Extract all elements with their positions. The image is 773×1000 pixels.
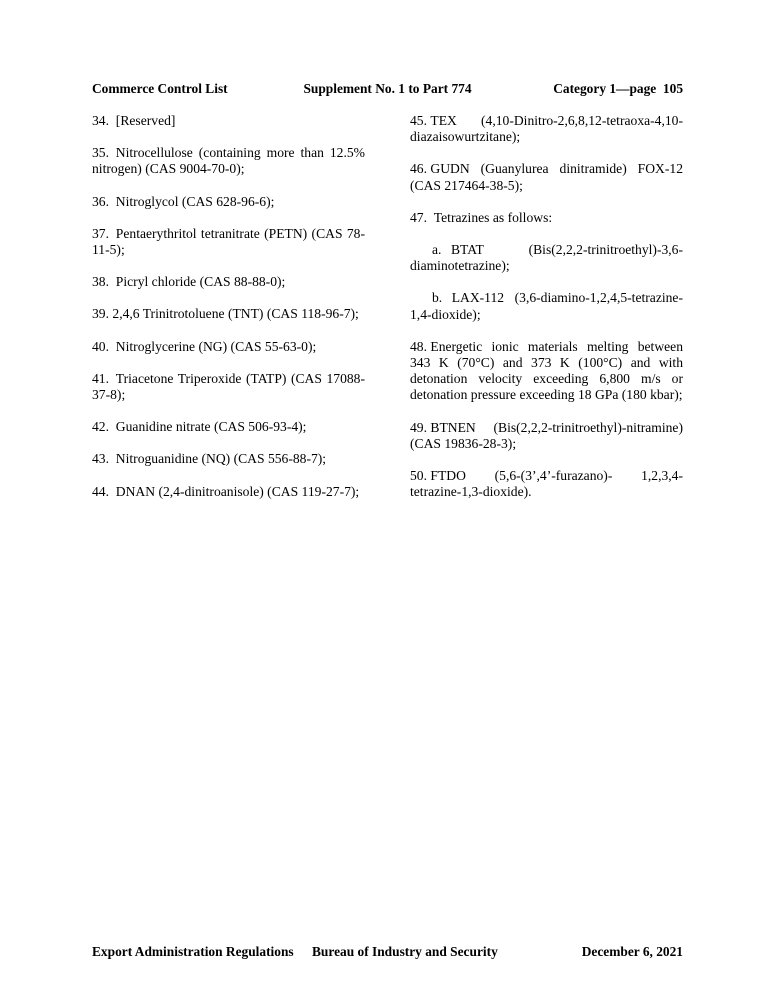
list-item <box>410 420 683 452</box>
list-item <box>92 194 365 210</box>
item-text: TEX (4,10-Dinitro-2,6,8,12-tetraoxa-4,10-diazaisowurtzitane); <box>410 113 683 145</box>
list-item <box>92 451 365 467</box>
item-text: 2,4,6 Trinitrotoluene (TNT) (CAS 118-96-7); <box>112 306 359 322</box>
list-item <box>92 419 365 435</box>
list-item <box>92 113 365 129</box>
footer-regulations-title: Export Administration Regulations <box>92 944 294 959</box>
list-item <box>92 371 365 403</box>
item-number: 38. <box>92 274 109 290</box>
list-item <box>92 226 365 258</box>
item-number: 50. <box>410 468 427 484</box>
item-text: [Reserved] <box>115 113 176 128</box>
item-text: Nitroglycol (CAS 628-96-6); <box>115 193 275 209</box>
page-footer <box>92 944 683 960</box>
header-supplement: Supplement No. 1 to Part 774 <box>303 81 472 96</box>
right-column <box>410 113 683 516</box>
item-number: 48. <box>410 338 427 354</box>
item-text: Nitrocellulose (containing more than 12.5% nitrogen) (CAS 9004-70-0); <box>92 145 365 177</box>
item-number: 45. <box>410 113 427 128</box>
header-category-page: Category 1—page 105 <box>553 81 684 96</box>
item-number: 49. <box>410 419 427 435</box>
item-text: DNAN (2,4-dinitroanisole) (CAS 119-27-7); <box>115 483 360 499</box>
list-item <box>92 145 365 177</box>
item-text: Nitroguanidine (NQ) (CAS 556-88-7); <box>115 451 327 467</box>
list-item <box>410 290 683 322</box>
item-number: b. <box>432 290 443 306</box>
list-item <box>410 161 683 193</box>
list-item <box>92 306 365 322</box>
item-number: 34. <box>92 113 109 128</box>
list-item <box>92 339 365 355</box>
item-number: 37. <box>92 225 109 241</box>
item-text: Picryl chloride (CAS 88-88-0); <box>115 274 286 290</box>
item-text: GUDN (Guanylurea dinitramide) FOX-12 (CAS 217464-38-5); <box>410 161 683 193</box>
item-number: 42. <box>92 419 109 435</box>
item-number: 47. <box>410 209 427 225</box>
list-item <box>92 484 365 500</box>
list-item <box>410 339 683 404</box>
item-number: 43. <box>92 451 109 467</box>
item-number: 36. <box>92 193 109 209</box>
item-number: 44. <box>92 483 109 499</box>
item-text: Nitroglycerine (NG) (CAS 55-63-0); <box>115 338 317 354</box>
item-number: 46. <box>410 161 427 177</box>
list-item <box>410 468 683 500</box>
item-text: Energetic ionic materials melting between 343 K (70°C) and 373 K (100°C) and with detonation velocity exceeding 6,800 m/s or detonation pressure exceeding 18 GPa (180 kbar); <box>410 338 683 403</box>
list-item <box>410 210 683 226</box>
item-number: 41. <box>92 370 109 386</box>
item-number: a. <box>432 242 442 258</box>
footer-bureau: Bureau of Industry and Security <box>312 944 498 959</box>
footer-date: December 6, 2021 <box>581 944 684 959</box>
item-text: FTDO (5,6-(3’,4’-furazano)- 1,2,3,4-tetrazine-1,3-dioxide). <box>410 468 683 500</box>
page-header <box>92 81 683 97</box>
item-text: Guanidine nitrate (CAS 506-93-4); <box>115 419 307 435</box>
item-text: LAX-112 (3,6-diamino-1,2,4,5-tetrazine-1,4-dioxide); <box>410 290 683 322</box>
item-number: 39. <box>92 306 109 322</box>
list-item <box>410 242 683 274</box>
item-text: Triacetone Triperoxide (TATP) (CAS 17088-37-8); <box>92 370 365 403</box>
item-text: BTAT (Bis(2,2,2-trinitroethyl)-3,6-diaminotetrazine); <box>410 242 683 274</box>
left-column <box>92 113 365 516</box>
item-number: 40. <box>92 338 109 354</box>
item-text: Pentaerythritol tetranitrate (PETN) (CAS 78-11-5); <box>92 225 365 258</box>
item-number: 35. <box>92 145 109 161</box>
list-item <box>92 274 365 290</box>
two-column-body <box>92 113 683 516</box>
header-document-title: Commerce Control List <box>92 81 228 96</box>
item-text: Tetrazines as follows: <box>433 209 553 225</box>
list-item <box>410 113 683 145</box>
item-text: BTNEN (Bis(2,2,2-trinitroethyl)-nitramine) (CAS 19836-28-3); <box>410 419 683 451</box>
